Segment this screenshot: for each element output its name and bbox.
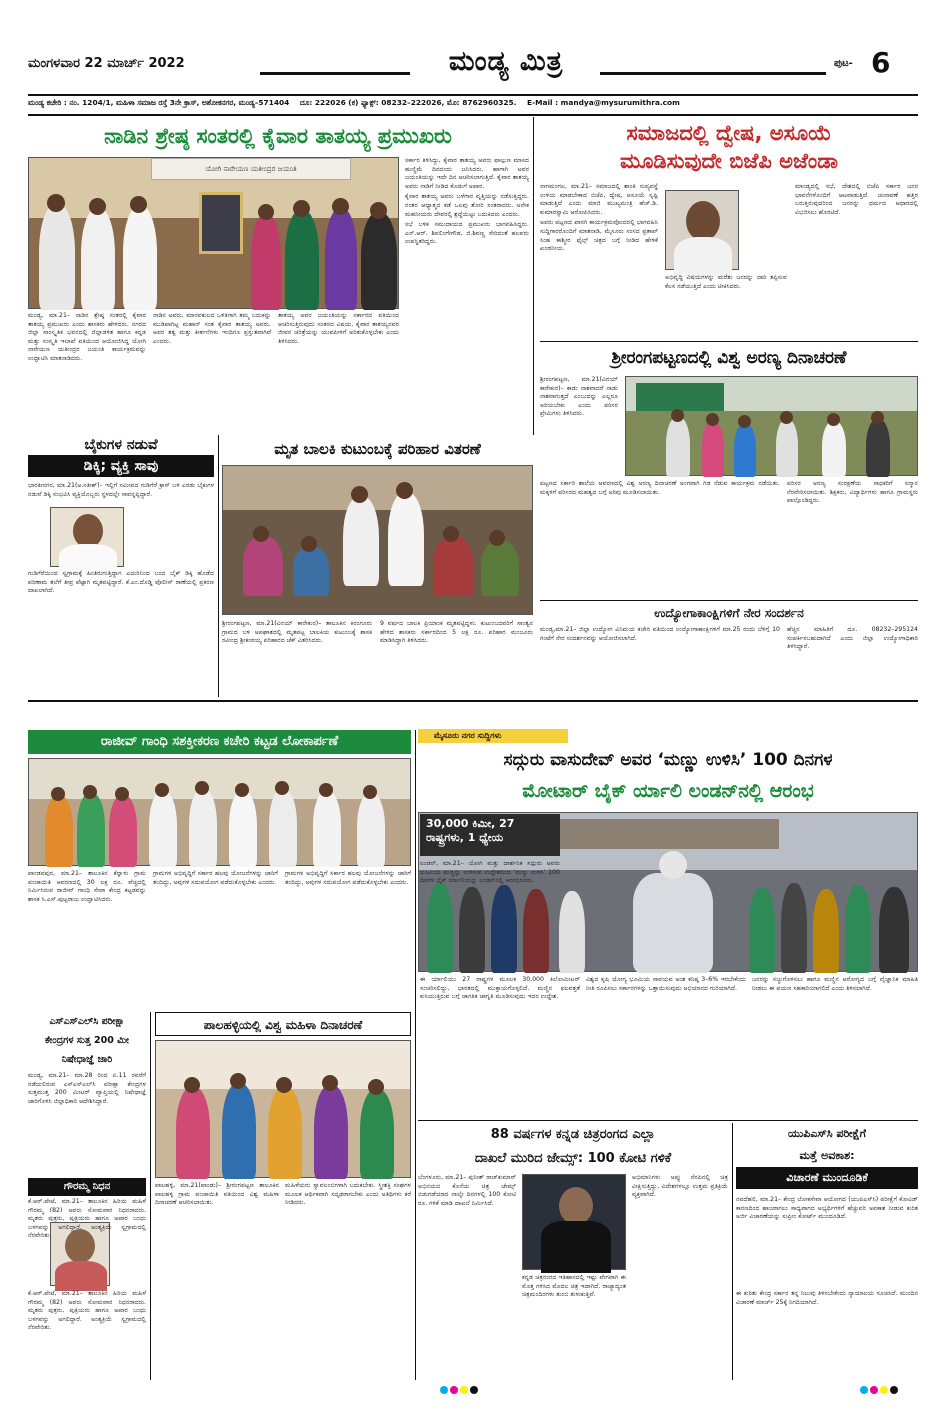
sadhguru-col-1: ಲಂಡನ್, ಮಾ.21– ಯೋಗಿ ಮತ್ತು ದಾರ್ಶನಿಕ ಸದ್ಗುರು ಅವರು ಭೂಮಿಯ ಮಣ್ಣನ್ನು ಉಳಿಸುವ ಉದ್ದೇಶದಿಂದ ‘ಮಣ್ಣು ಉಳಿಸಿ’ 100 ದಿನಗಳ ಬೈಕ್ ರ್ಯಾಲಿಯನ್ನು ಲಂಡನ್‌ನಲ್ಲಿ ಆರಂಭಿಸಿದರು. [420,860,560,885]
bike-accident-headline [28,435,214,479]
forest-day-col-2: ಪಟ್ಟಣದ ಸರ್ಕಾರಿ ಶಾಲೆಯ ಆವರಣದಲ್ಲಿ ವಿಶ್ವ ಅರಣ್ಯ ದಿನಾಚರಣೆ ಅಂಗವಾಗಿ ಗಿಡ ನೆಡುವ ಕಾರ್ಯಕ್ರಮ ನಡೆಯಿತು. ಮಕ್ಕಳಿಗೆ ಪರಿಸರದ ಮಹತ್ವದ ಬಗ್ಗೆ ಅರಿವು ಮೂಡಿಸಲಾಯಿತು. [540,480,780,496]
address-divider [28,114,918,116]
upsc-col-1: ನವದೆಹಲಿ, ಮಾ.21– ಕೇಂದ್ರ ಲೋಕಸೇವಾ ಆಯೋಗದ (ಯುಪಿಎಸ್‌ಸಿ) ಪರೀಕ್ಷೆಗೆ ಕೋವಿಡ್ ಕಾರಣದಿಂದ ಹಾಜರಾಗಲು ಸಾಧ್ಯವಾಗದ ಅಭ್ಯರ್ಥಿಗಳಿಗೆ ಹೆಚ್ಚುವರಿ ಅವಕಾಶ ನೀಡುವ ಕುರಿತ ಅರ್ಜಿ ವಿಚಾರಣೆಯನ್ನು ಸುಪ್ರೀಂ ಕೋರ್ಟ್ ಮುಂದೂಡಿದೆ. [736,1196,918,1221]
rajiv-headline: ರಾಜೀವ್ ಗಾಂಧಿ ಸಶಕ್ತೀಕರಣ ಕಚೇರಿ ಕಟ್ಟಡ ಲೋಕಾರ್ಪಣೆ [28,730,411,754]
print-registration-bar [440,1386,510,1394]
bike-accident-body-top: ಭಾರತೀನಗರ, ಮಾ.21(ಅ.ಸತೀಶ್)– ಇಲ್ಲಿಗೆ ಸಮೀಪದ ಗುಡಿಗೆರೆ ಕ್ರಾಸ್ ಬಳಿ ಎರಡು ಬೈಕುಗಳ ನಡುವೆ ಡಿಕ್ಕಿ ಸಂಭವಿಸಿ ವ್ಯಕ್ತಿಯೊಬ್ಬರು ಸ್ಥಳದಲ್ಲೇ ಸಾವನ್ನಪ್ಪಿದ್ದಾರೆ. [28,482,214,498]
sadhguru-headline-line2: ಮೋಟಾರ್ ಬೈಕ್ ರ್ಯಾಲಿ ಲಂಡನ್‌ನಲ್ಲಿ ಆರಂಭ [522,780,814,802]
rajiv-col-1: ಪಾಂಡವಪುರ, ಮಾ.21– ತಾಲೂಕಿನ ಕೆನ್ನಾಳು ಗ್ರಾಮ ಪಂಚಾಯಿತಿ ಆವರಣದಲ್ಲಿ 30 ಲಕ್ಷ ರೂ. ವೆಚ್ಚದಲ್ಲಿ ನಿರ್ಮಿಸಿರುವ ರಾಜೀವ್ ಗಾಂಧಿ ಸೇವಾ ಕೇಂದ್ರ ಕಟ್ಟಡವನ್ನು ಶಾಸಕ ಸಿ.ಎಸ್.ಪುಟ್ಟರಾಜು ಉದ್ಘಾಟಿಸಿದರು. [28,870,146,903]
kaivara-col-4: ಸರ್ಕಾರ ತಿಳಿಸಿದ್ದು, ಕೈವಾರ ತಾತಯ್ಯ ಅವರು ಫಾಲ್ಗುಣ ಮಾಸದ ಹುಣ್ಣಿಮೆ ದಿನದಂದು ಜನಿಸಿದರು. ಹಾಗಾಗಿ ಅವರ ಜಯಂತಿಯನ್ನು ಇದೇ ದಿನ ಆಚರಿಸಲಾಗುತ್ತಿದೆ. ಕೈವಾರ ತಾತಯ್ಯ ಅವರು ನಾಡಿಗೆ ನೀಡಿದ ಕೊಡುಗೆ ಅಪಾರ. ಕೈವಾರ ತಾತಯ್ಯ ಅವರು ಬಳೆಗಾರ ವೃತ್ತಿಯನ್ನು ನಡೆಸುತ್ತಿದ್ದರು. ನಂತರ ಆಧ್ಯಾತ್ಮದ ಕಡೆ ಒಲವು ತೋರಿ ಸಂತರಾದರು. ಅನೇಕ ಮಹನೀಯರು ದೇವರಲ್ಲಿ ಶ್ರದ್ಧೆಯಿಟ್ಟು ಬದುಕಿದರು ಎಂದರು. ಸಭೆ ಬಳಿಕ ಸಮುದಾಯದ ಪ್ರಮುಖರು ಭಾಗವಹಿಸಿದ್ದರು. ಎನ್.ಆರ್. ಶಿವಲಿಂಗೇಗೌಡ, ಜಿ.ಶಿವಣ್ಣ ಸೇರಿದಂತೆ ಹಲವರು ಉಪಸ್ಥಿತರಿದ್ದರು. [405,157,529,246]
city-news-kicker: ಮೈಸೂರು ನಗರ ಸುದ್ದಿಗಳು [418,729,568,743]
james-col-1: ಬೆಂಗಳೂರು, ಮಾ.21– ಪುನೀತ್ ರಾಜ್‌ಕುಮಾರ್ ಅಭಿನಯದ ಕೊನೆಯ ಚಿತ್ರ ಜೇಮ್ಸ್ ಬಿಡುಗಡೆಯಾದ ನಾಲ್ಕೇ ದಿನಗಳಲ್ಲಿ 100 ಕೋಟಿ ರೂ. ಗಳಿಕೆ ಮಾಡಿ ದಾಖಲೆ ನಿರ್ಮಿಸಿದೆ. [418,1174,516,1207]
page-label: ಪುಟ- [834,58,853,69]
rajiv-col-2: ಗ್ರಾಮಗಳ ಅಭಿವೃದ್ಧಿಗೆ ಸರ್ಕಾರ ಹಲವು ಯೋಜನೆಗಳನ್ನು ಜಾರಿಗೆ ತಂದಿದ್ದು, ಅವುಗಳ ಸದುಪಯೋಗ ಪಡೆದುಕೊಳ್ಳಬೇಕು ಎಂದರು. [153,870,278,886]
bjp-col-1: ನಾಗಮಂಗಲ, ಮಾ.21– ಸಮಾಜದಲ್ಲಿ ಶಾಂತಿ ಸುವ್ಯವಸ್ಥೆ ಉಳಿಯ ಮಾಡಬೇಕಾದ ಬಿಜೆಪಿ, ದ್ವೇಷ, ಅಸೂಯೆ ಸೃಷ್ಟಿ ಮಾಡುತ್ತಿದೆ ಎಂದು ಮಾಜಿ ಮುಖ್ಯಮಂತ್ರಿ ಹೆಚ್.ಡಿ. ಕುಮಾರಸ್ವಾಮಿ ಆರೋಪಿಸಿದರು. ಅವರು ಪಟ್ಟಣದ ಖಾಸಗಿ ಕಾರ್ಯಕ್ರಮವೊಂದರಲ್ಲಿ ಭಾಗವಹಿಸಿ ಸುದ್ದಿಗಾರರೊಂದಿಗೆ ಮಾತನಾಡಿ, ಮೈಸೂರು ಸಂಸದ ಪ್ರತಾಪ್ ಸಿಂಹ ಕಾಶ್ಮೀರ ಫೈಲ್ಸ್ ಚಿತ್ರದ ಬಗ್ಗೆ ನೀಡಿದ ಹೇಳಿಕೆ ಖಂಡನೀಯ. [540,183,658,253]
jobfair-headline: ಉದ್ಯೋಗಾಕಾಂಕ್ಷಿಗಳಿಗೆ ನೇರ ಸಂದರ್ಶನ [654,606,804,620]
james-col-2: ಕನ್ನಡ ಚಿತ್ರರಂಗದ ಇತಿಹಾಸದಲ್ಲಿ ಇಷ್ಟು ವೇಗವಾಗಿ ಈ ಮೊತ್ತ ಗಳಿಸಿದ ಮೊದಲ ಚಿತ್ರ ಇದಾಗಿದೆ. ರಾಜ್ಯಾದ್ಯಂತ ಚಿತ್ರಮಂದಿರಗಳು ತುಂಬಿ ತುಳುಕುತ್ತಿವೆ. [522,1274,626,1299]
bjp-col-2: ಅಭಿವೃದ್ಧಿ ವಿಷಯಗಳನ್ನು ಮರೆತು ಜನರನ್ನು ದಾರಿ ತಪ್ಪಿಸುವ ಕೆಲಸ ನಡೆಯುತ್ತಿದೆ ಎಂದು ಟೀಕಿಸಿದರು. [665,274,787,290]
upsc-col-2: ಈ ಕುರಿತು ಕೇಂದ್ರ ಸರ್ಕಾರ ತನ್ನ ನಿಲುವು ತಿಳಿಸಬೇಕೆಂದು ನ್ಯಾಯಾಲಯ ಸೂಚಿಸಿದೆ. ಮುಂದಿನ ವಿಚಾರಣೆ ಮಾರ್ಚ್ 25ಕ್ಕೆ ನಿಗದಿಯಾಗಿದೆ. [736,1290,918,1306]
forest-day-headline: ಶ್ರೀರಂಗಪಟ್ಟಣದಲ್ಲಿ ವಿಶ್ವ ಅರಣ್ಯ ದಿನಾಚರಣೆ [611,348,847,368]
page-number: 6 [871,46,891,79]
rajiv-col-3: ಗ್ರಾಮಗಳ ಅಭಿವೃದ್ಧಿಗೆ ಸರ್ಕಾರ ಹಲವು ಯೋಜನೆಗಳನ್ನು ಜಾರಿಗೆ ತಂದಿದ್ದು, ಅವುಗಳ ಸದುಪಯೋಗ ಪಡೆದುಕೊಳ್ಳಬೇಕು ಎಂದರು. [285,870,411,886]
rally-caption: 30,000 ಕಿಮೀ, 27 ರಾಷ್ಟ್ರಗಳು, 1 ಧ್ಯೇಯ [426,817,515,844]
sadhguru-col-4: ಜನರನ್ನು ಸಜ್ಜುಗೊಳಿಸಲು ಹಾಗೂ ಮಣ್ಣಿನ ಆರೋಗ್ಯದ ಬಗ್ಗೆ ವೈಜ್ಞಾನಿಕ ಮಾಹಿತಿ ನೀಡಲು ಈ ಪಯಣ ಸಹಕಾರಿಯಾಗಲಿದೆ ಎಂದು ತಿಳಿಸಲಾಗಿದೆ. [752,976,918,992]
mid-page-rule [28,700,918,702]
motorbike [633,873,713,973]
compensation-photo [222,465,533,615]
forest-day-photo [625,376,918,476]
womens-day-col-1: ಪಾಲಹಳ್ಳಿ, ಮಾ.21(ಪಾಂಡು)– ಶ್ರೀರಂಗಪಟ್ಟಣ ತಾಲೂಕಿನ ಪಾಲಹಳ್ಳಿ ಗ್ರಾಮ ಪಂಚಾಯಿತಿ ವತಿಯಿಂದ ವಿಶ್ವ ಮಹಿಳಾ ದಿನಾಚರಣೆ ಆಚರಿಸಲಾಯಿತು. [155,1182,279,1207]
sadhguru-col-3: ವಿಶ್ವದ ಕೃಷಿ ಯೋಗ್ಯ ಭೂಮಿಯ ಸಾವಯವ ಅಂಶ ಕನಿಷ್ಠ 3–6% ಇರಬೇಕೆಂದು ನೀತಿ ರೂಪಿಸಲು ಸರ್ಕಾರಗಳನ್ನು ಒತ್ತಾಯಿಸುವುದು ಅಭಿಯಾನದ ಗುರಿಯಾಗಿದೆ. [586,976,746,992]
bjp-bottom-rule [540,341,918,342]
kaivara-col-1: ಮಂಡ್ಯ, ಮಾ.21– ನಾಡಿನ ಶ್ರೇಷ್ಠ ಸಂತರಲ್ಲಿ ಕೈವಾರ ತಾತಯ್ಯ ಪ್ರಮುಖರು ಎಂದು ಶಾಸಕರು ಹೇಳಿದರು. ನಗರದ ಜಿಲ್ಲಾ ಸಾಂಸ್ಕೃತಿಕ ಭವನದಲ್ಲಿ ಜಿಲ್ಲಾಡಳಿತ ಹಾಗೂ ಕನ್ನಡ ಮತ್ತು ಸಂಸ್ಕೃತಿ ಇಲಾಖೆ ವತಿಯಿಂದ ಆಯೋಜಿಸಿದ್ದ ಯೋಗಿ ನಾರೇಯಣ ಯತೀಂದ್ರರ ಜಯಂತಿ ಕಾರ್ಯಕ್ರಮವನ್ನು ಉದ್ಘಾಟಿಸಿ ಮಾತನಾಡಿದರು. [28,312,146,362]
sadhguru-headline-line1: ಸದ್ಗುರು ವಾಸುದೇವ್ ಅವರ ‘ಮಣ್ಣು ಉಳಿಸಿ’ 100 ದಿನಗಳ [503,750,833,770]
column-divider-right [415,730,416,1380]
womens-day-photo [155,1040,411,1178]
kaivara-col-2: ನಾಡಿನ ಅವರು, ಮಾನವಕುಲದ ಒಳಿತಿಗಾಗಿ ತಮ್ಮ ಬದುಕನ್ನು ಮುಡಿಪಾಗಿಟ್ಟ ಮಹಾನ್ ಸಂತ ಕೈವಾರ ತಾತಯ್ಯ ಅವರು. ಅವರ ತತ್ವ ಮತ್ತು ಕೀರ್ತನೆಗಳು ಇಂದಿಗೂ ಪ್ರಸ್ತುತವಾಗಿವೆ ಎಂದರು. [153,312,271,345]
sadhguru-bottom-rule [418,1120,918,1121]
obituary-body-cont: ಕೆ.ಆರ್.ಪೇಟೆ, ಮಾ.21– ತಾಲೂಕಿನ ಹಿರಿಯ ಮಹಿಳೆ ಗೌರಮ್ಮ (82) ಅವರು ಸೋಮವಾರ ನಿಧನರಾದರು. ಮೃತರು ಪುತ್ರರು, ಪುತ್ರಿಯರು ಹಾಗೂ ಅಪಾರ ಬಂಧು ಬಳಗವನ್ನು ಅಗಲಿದ್ದಾರೆ. ಅಂತ್ಯಕ್ರಿಯೆ ಸ್ವಗ್ರಾಮದಲ್ಲಿ ನೆರವೇರಿತು. [28,1290,146,1332]
office-email: E-Mail : mandya@mysurumithra.com [527,98,680,107]
masthead-rule-right [600,72,826,75]
kaivara-photo [28,157,399,309]
sslc-headline-line3: ನಿಷೇಧಾಜ್ಞೆ ಜಾರಿ [61,1054,113,1065]
bjp-headline-line1: ಸಮಾಜದಲ್ಲಿ ದ್ವೇಷ, ಅಸೂಯೆ [626,121,832,145]
sslc-headline-line1: ಎಸ್‌ಎಸ್‌ಎಲ್‌ಸಿ ಪರೀಕ್ಷಾ [49,1016,125,1027]
womens-day-headline: ಪಾಲಹಳ್ಳಿಯಲ್ಲಿ ವಿಶ್ವ ಮಹಿಳಾ ದಿನಾಚರಣೆ [155,1012,411,1036]
rally-caption-box [420,814,560,856]
forest-day-col-1: ಶ್ರೀರಂಗಪಟ್ಟಣ, ಮಾ.21(ವಿನಯ್ ಕಾರೇಕುರ)– ಕಾಡು ನಾಶವಾದರೆ ನಾಡು ನಾಶವಾಗುತ್ತದೆ ಎಂಬುದನ್ನು ಎಲ್ಲರೂ ಅರಿಯಬೇಕು ಎಂದು ಪರಿಸರ ಪ್ರೇಮಿಗಳು ತಿಳಿಸಿದರು. [540,376,618,418]
column-divider-mid [218,435,219,697]
kaivara-col-3: ತಾತಯ್ಯ ಅವರ ಜಯಂತಿಯನ್ನು ಸರ್ಕಾರದ ವತಿಯಿಂದ ಆಚರಿಸುತ್ತಿರುವುದು ಸಂತಸದ ವಿಷಯ. ಕೈವಾರ ತಾತಯ್ಯನವರ ಜೀವನ ಚರಿತ್ರೆಯನ್ನು ಯುವಪೀಳಿಗೆ ಅರಿತುಕೊಳ್ಳಬೇಕು ಎಂದು ತಿಳಿಸಿದರು. [278,312,399,345]
jobfair-col-1: ಮಂಡ್ಯ,ಮಾ.21– ಜಿಲ್ಲಾ ಉದ್ಯೋಗ ವಿನಿಮಯ ಕಚೇರಿ ವತಿಯಿಂದ ಉದ್ಯೋಗಾಕಾಂಕ್ಷಿಗಳಿಗೆ ಮಾ.25 ರಂದು ಬೆಳಿಗ್ಗೆ 10 ಗಂಟೆಗೆ ನೇರ ಸಂದರ್ಶನವನ್ನು ಆಯೋಜಿಸಲಾಗಿದೆ. [540,626,780,642]
masthead [28,46,918,96]
kaivara-headline: ನಾಡಿನ ಶ್ರೇಷ್ಠ ಸಂತರಲ್ಲಿ ಕೈವಾರ ತಾತಯ್ಯ ಪ್ರಮುಖರು [104,124,452,148]
forest-day-col-3: ಪರಿಸರ ಅರಣ್ಯ ಸಂರಕ್ಷಣೆಯ ಸಾಧಕರಿಗೆ ಸನ್ಮಾನ ನೆರವೇರಿಸಲಾಯಿತು. ಶಿಕ್ಷಕರು, ವಿದ್ಯಾರ್ಥಿಗಳು ಹಾಗೂ ಗ್ರಾಮಸ್ಥರು ಪಾಲ್ಗೊಂಡಿದ್ದರು. [787,480,918,505]
bike-headline-line1: ಬೈಕುಗಳ ನಡುವೆ [84,437,158,453]
sadhguru-headline [418,745,918,809]
forest-bottom-rule [540,600,918,601]
upsc-headline [736,1123,918,1193]
upsc-headline-line1: ಯುಪಿಎಸ್‌ಸಿ ಪರೀಕ್ಷೆಗೆ [788,1127,866,1140]
masthead-date: ಮಂಗಳವಾರ 22 ಮಾರ್ಚ್ 2022 [28,56,185,71]
print-registration-bar-right [860,1386,920,1394]
obituary-headline: ಗೌರಮ್ಮ ನಿಧನ [28,1178,146,1196]
bjp-col-3: ಮಾಂಡ್ಯದಲ್ಲಿ ಸಭೆ, ದೇಶದಲ್ಲಿ ಬಿಜೆಪಿ ಸರ್ಕಾರ ಜನರ ಭಾವನೆಗಳೊಂದಿಗೆ ಆಟವಾಡುತ್ತಿದೆ. ಚುನಾವಣೆ ಹತ್ತಿರ ಬರುತ್ತಿರುವುದರಿಂದ ಜನರನ್ನು ಧರ್ಮದ ಆಧಾರದಲ್ಲಿ ವಿಭಜಿಸಲು ಹೊರಟಿದೆ. [795,183,918,216]
address-bar [28,98,918,112]
kaivara-banner-text: ಯೋಗಿ ನಾರೇಯಣ ಯತೀಂದ್ರರ ಜಯಂತಿ [151,158,351,180]
james-headline-line1: 88 ವರ್ಷಗಳ ಕನ್ನಡ ಚಿತ್ರರಂಗದ ಎಲ್ಲಾ [490,1127,656,1142]
kumaraswamy-photo [665,190,739,270]
womens-day-col-2: ಮಹಿಳೆಯರು ಸ್ವಾವಲಂಬಿಗಳಾಗಿ ಬದುಕಬೇಕು. ಸ್ತ್ರೀಶಕ್ತಿ ಸಂಘಗಳ ಮೂಲಕ ಆರ್ಥಿಕವಾಗಿ ಸದೃಢರಾಗಬೇಕು ಎಂದು ಅತಿಥಿಗಳು ಕರೆ ನೀಡಿದರು. [285,1182,411,1207]
compensation-col-1: ಶ್ರೀರಂಗಪಟ್ಟಣ, ಮಾ.21(ವಿನಯ್ ಕಾರೇಕುರ)– ತಾಲೂಕಿನ ಕಿರಂಗೂರು ಗ್ರಾಮದ ಬಳಿ ಅಪಘಾತದಲ್ಲಿ ಮೃತಪಟ್ಟ ಬಾಲಕಿಯ ಕುಟುಂಬಕ್ಕೆ ಶಾಸಕ ರವೀಂದ್ರ ಶ್ರೀಕಂಠಯ್ಯ ಪರಿಹಾರದ ಚೆಕ್ ವಿತರಿಸಿದರು. [222,620,372,645]
upsc-headline-line2: ಮತ್ತೆ ಅವಕಾಶ: [799,1149,855,1162]
bike-accident-body: ಗುಡಿಗೆರೆಯಿಂದ ಸ್ವಗ್ರಾಮಕ್ಕೆ ಹಿಂತಿರುಗುತ್ತಿದ್ದಾಗ ಎದುರಿನಿಂದ ಬಂದ ಬೈಕ್ ಡಿಕ್ಕಿ ಹೊಡೆದ ಪರಿಣಾಮ ತಲೆಗೆ ತೀವ್ರ ಪೆಟ್ಟಾಗಿ ಮೃತಪಟ್ಟಿದ್ದಾರೆ. ಕೆ.ಎಂ.ದೊಡ್ಡಿ ಪೊಲೀಸ್ ಠಾಣೆಯಲ್ಲಿ ಪ್ರಕರಣ ದಾಖಲಾಗಿದೆ. [28,570,214,595]
james-headline [418,1123,728,1171]
column-divider-top [533,117,534,435]
deceased-photo [50,507,124,567]
building-facade [559,819,779,849]
james-poster [522,1174,626,1270]
bjp-headline [540,119,918,179]
james-col-3: ಅಭಿಮಾನಿಗಳು ಅಪ್ಪು ನೆನಪಿನಲ್ಲಿ ಚಿತ್ರ ವೀಕ್ಷಿಸುತ್ತಿದ್ದು, ವಿದೇಶಗಳಲ್ಲೂ ಉತ್ತಮ ಪ್ರತಿಕ್ರಿಯೆ ವ್ಯಕ್ತವಾಗಿದೆ. [632,1174,728,1199]
obituary-body: ಕೆ.ಆರ್.ಪೇಟೆ, ಮಾ.21– ತಾಲೂಕಿನ ಹಿರಿಯ ಮಹಿಳೆ ಗೌರಮ್ಮ (82) ಅವರು ಸೋಮವಾರ ನಿಧನರಾದರು. ಮೃತರು ಪುತ್ರರು, ಪುತ್ರಿಯರು ಹಾಗೂ ಅಪಾರ ಬಂಧು ಬಳಗವನ್ನು ಅಗಲಿದ್ದಾರೆ. ಅಂತ್ಯಕ್ರಿಯೆ ಸ್ವಗ್ರಾಮದಲ್ಲಿ ನೆರವೇರಿತು. [28,1198,146,1240]
masthead-rule-left [260,72,410,75]
sslc-body: ಮಂಡ್ಯ, ಮಾ.21– ಮಾ.28 ರಿಂದ ಏ.11 ರವರೆಗೆ ನಡೆಯಲಿರುವ ಎಸ್‌ಎಸ್‌ಎಲ್‌ಸಿ ಪರೀಕ್ಷಾ ಕೇಂದ್ರಗಳ ಸುತ್ತಮುತ್ತ 200 ಮೀಟರ್ ವ್ಯಾಪ್ತಿಯಲ್ಲಿ ನಿಷೇಧಾಜ್ಞೆ ಜಾರಿಗೊಳಿಸಿ ಜಿಲ್ಲಾಧಿಕಾರಿ ಆದೇಶಿಸಿದ್ದಾರೆ. [28,1072,146,1105]
office-address: ಮಂಡ್ಯ ಕಚೇರಿ : ನಂ. 1204/1, ಮಹಿಳಾ ಸಮಾಜ ರಸ್ತೆ 3ನೇ ಕ್ರಾಸ್, ಅಶೋಕನಗರ, ಮಂಡ್ಯ–571404 [28,98,290,107]
bike-headline-line2: ಡಿಕ್ಕಿ; ವ್ಯಕ್ತಿ ಸಾವು [28,455,214,477]
upsc-headline-line3: ವಿಚಾರಣೆ ಮುಂದೂಡಿಕೆ [736,1167,918,1189]
column-divider-lower [150,1012,151,1380]
portrait-frame [199,192,243,254]
forest-banner [636,383,724,411]
rajiv-photo [28,758,411,866]
office-phone: ದೂ: 222026 (ಕ) ಫ್ಯಾಕ್ಸ್: 08232–222026, ಮೊ: 8762960325. [299,98,517,107]
jobfair-col-2: ಹೆಚ್ಚಿನ ಮಾಹಿತಿಗೆ ದೂ. 08232–295124 ಸಂಪರ್ಕಿಸಬಹುದಾಗಿದೆ ಎಂದು ಜಿಲ್ಲಾ ಉದ್ಯೋಗಾಧಿಕಾರಿ ತಿಳಿಸಿದ್ದಾರೆ. [787,626,918,651]
compensation-headline: ಮೃತ ಬಾಲಕಿ ಕುಟುಂಬಕ್ಕೆ ಪರಿಹಾರ ವಿತರಣೆ [274,440,481,458]
sadhguru-col-2: ಈ ರ್ಯಾಲಿಯು 27 ರಾಷ್ಟ್ರಗಳ ಮೂಲಕ 30,000 ಕಿಲೋಮೀಟರ್ ಸಂಚರಿಸಲಿದ್ದು, ಭಾರತದಲ್ಲಿ ಮುಕ್ತಾಯಗೊಳ್ಳಲಿದೆ. ಮಣ್ಣಿನ ಫಲವತ್ತತೆ ಕುಸಿಯುತ್ತಿರುವ ಬಗ್ಗೆ ಜಾಗತಿಕ ಜಾಗೃತಿ ಮೂಡಿಸುವುದು ಇದರ ಉದ್ದೇಶ. [420,976,580,1001]
masthead-divider [28,94,918,96]
masthead-logo: ಮಂಡ್ಯ ಮಿತ್ರ [448,46,564,77]
james-headline-line2: ದಾಖಲೆ ಮುರಿದ ಜೇಮ್ಸ್: 100 ಕೋಟಿ ಗಳಿಕೆ [474,1151,672,1166]
compensation-col-2: 9 ವರ್ಷದ ಬಾಲಕಿ ಪ್ರಿಯಾಂಕ ಮೃತಪಟ್ಟಿದ್ದಳು. ಕುಟುಂಬದವರಿಗೆ ಸಾಂತ್ವನ ಹೇಳಿದ ಶಾಸಕರು ಸರ್ಕಾರದಿಂದ 5 ಲಕ್ಷ ರೂ. ಪರಿಹಾರ ಮಂಜೂರು ಮಾಡಿಸಿದ್ದಾಗಿ ತಿಳಿಸಿದರು. [380,620,533,645]
bjp-headline-line2: ಮೂಡಿಸುವುದೇ ಬಿಜೆಪಿ ಅಜೆಂಡಾ [619,149,839,173]
sslc-headline-line2: ಕೇಂದ್ರಗಳ ಸುತ್ತ 200 ಮೀ [45,1035,129,1046]
column-divider-james [732,1123,733,1380]
sslc-headline [28,1012,146,1070]
